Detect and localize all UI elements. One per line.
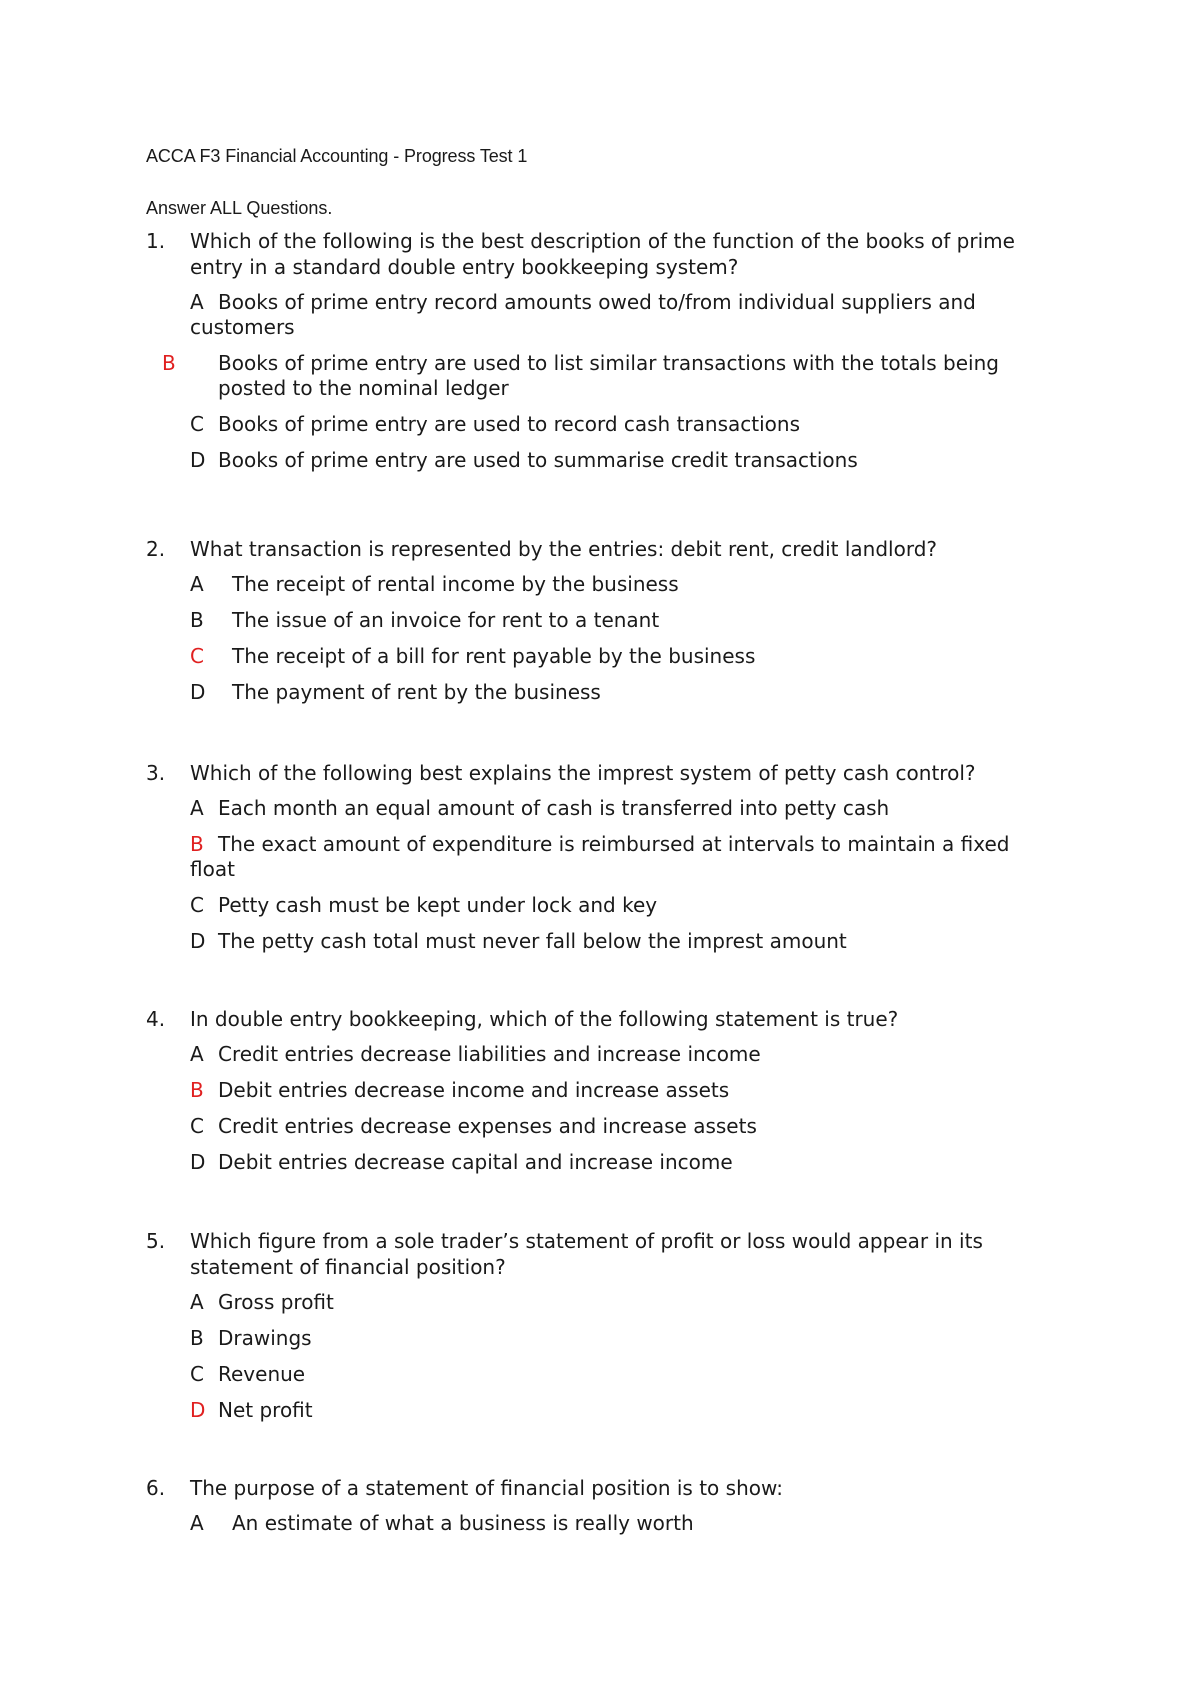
option-letter: D (190, 1150, 206, 1174)
option-text: Revenue (218, 1362, 306, 1386)
option-b-correct (162, 351, 1046, 401)
option-text: Each month an equal amount of cash is transferred into petty cash (218, 796, 890, 820)
option-letter: D (190, 929, 206, 953)
option-letter: A (190, 1511, 204, 1535)
option-b (190, 608, 1046, 633)
option-a (190, 290, 1046, 340)
question-4 (146, 1006, 1046, 1186)
option-a (190, 796, 1046, 821)
option-c (190, 1114, 1046, 1139)
option-text: Drawings (218, 1326, 312, 1350)
option-text: An estimate of what a business is really worth (232, 1511, 694, 1535)
option-list (190, 1290, 1046, 1423)
option-letter: B (190, 1078, 204, 1102)
option-d (190, 448, 1046, 473)
option-text: The petty cash total must never fall below the imprest amount (218, 929, 847, 953)
option-c-correct (190, 644, 1046, 669)
question-number: 4. (146, 1007, 166, 1031)
option-a (190, 1290, 1046, 1315)
option-letter: B (190, 832, 204, 856)
option-text: Credit entries decrease expenses and increase assets (218, 1114, 757, 1138)
option-text: Books of prime entry are used to record cash transactions (218, 412, 800, 436)
question-number: 5. (146, 1229, 166, 1253)
question-number: 1. (146, 229, 166, 253)
option-letter: B (162, 351, 176, 375)
option-text: Debit entries decrease capital and increase income (218, 1150, 733, 1174)
option-list (162, 290, 1046, 473)
option-text: The payment of rent by the business (232, 680, 601, 704)
option-letter: D (190, 448, 206, 472)
option-c (190, 412, 1046, 437)
option-text: The receipt of a bill for rent payable by the business (232, 644, 756, 668)
option-text: The exact amount of expenditure is reimbursed at intervals to maintain a fixed float (190, 832, 1010, 881)
option-d (190, 680, 1046, 705)
option-c (190, 1362, 1046, 1387)
option-text: Books of prime entry are used to list similar transactions with the totals being posted to the nominal ledger (218, 351, 999, 400)
option-a (190, 1511, 1046, 1536)
question-6 (146, 1475, 1046, 1547)
option-text: Debit entries decrease income and increase assets (218, 1078, 730, 1102)
option-letter: A (190, 1290, 204, 1314)
option-letter: C (190, 1362, 204, 1386)
option-b-correct (190, 1078, 1046, 1103)
question-2 (146, 536, 1046, 716)
option-b (190, 1326, 1046, 1351)
option-d (190, 1150, 1046, 1175)
option-text: Petty cash must be kept under lock and key (218, 893, 658, 917)
question-3 (146, 760, 1046, 965)
option-letter: A (190, 796, 204, 820)
question-text: Which of the following is the best description of the function of the books of prime entry in a standard double entry bookkeeping system? (190, 229, 1015, 279)
option-d (190, 929, 1046, 954)
option-letter: C (190, 1114, 204, 1138)
question-text: Which figure from a sole trader’s statement of profit or loss would appear in its statement of financial position? (190, 1229, 983, 1279)
option-list (190, 1042, 1046, 1175)
option-b-correct (190, 832, 1046, 882)
question-text: What transaction is represented by the entries: debit rent, credit landlord? (190, 537, 938, 561)
option-text: Books of prime entry are used to summarise credit transactions (218, 448, 858, 472)
option-letter: D (190, 680, 206, 704)
question-1 (146, 228, 1046, 484)
option-text: The receipt of rental income by the business (232, 572, 679, 596)
option-text: Gross profit (218, 1290, 334, 1314)
option-letter: D (190, 1398, 206, 1422)
option-c (190, 893, 1046, 918)
option-letter: C (190, 412, 204, 436)
option-list (190, 1511, 1046, 1536)
instructions: Answer ALL Questions. (146, 198, 333, 218)
option-text: Books of prime entry record amounts owed to/from individual suppliers and customers (190, 290, 976, 339)
document-title: ACCA F3 Financial Accounting - Progress Test 1 (146, 146, 528, 166)
option-letter: A (190, 1042, 204, 1066)
option-letter: A (190, 572, 204, 596)
option-list (190, 796, 1046, 954)
question-number: 6. (146, 1476, 166, 1500)
question-text: In double entry bookkeeping, which of the following statement is true? (190, 1007, 899, 1031)
question-text: The purpose of a statement of financial position is to show: (190, 1476, 783, 1500)
option-text: The issue of an invoice for rent to a tenant (232, 608, 660, 632)
option-letter: A (190, 290, 204, 314)
option-letter: C (190, 644, 204, 668)
option-a (190, 572, 1046, 597)
option-letter: B (190, 1326, 204, 1350)
question-text: Which of the following best explains the imprest system of petty cash control? (190, 761, 976, 785)
option-letter: B (190, 608, 204, 632)
option-letter: C (190, 893, 204, 917)
option-text: Credit entries decrease liabilities and increase income (218, 1042, 761, 1066)
question-number: 3. (146, 761, 166, 785)
question-number: 2. (146, 537, 166, 561)
option-list (190, 572, 1046, 705)
option-a (190, 1042, 1046, 1067)
option-text: Net profit (218, 1398, 313, 1422)
question-5 (146, 1228, 1046, 1434)
option-d-correct (190, 1398, 1046, 1423)
